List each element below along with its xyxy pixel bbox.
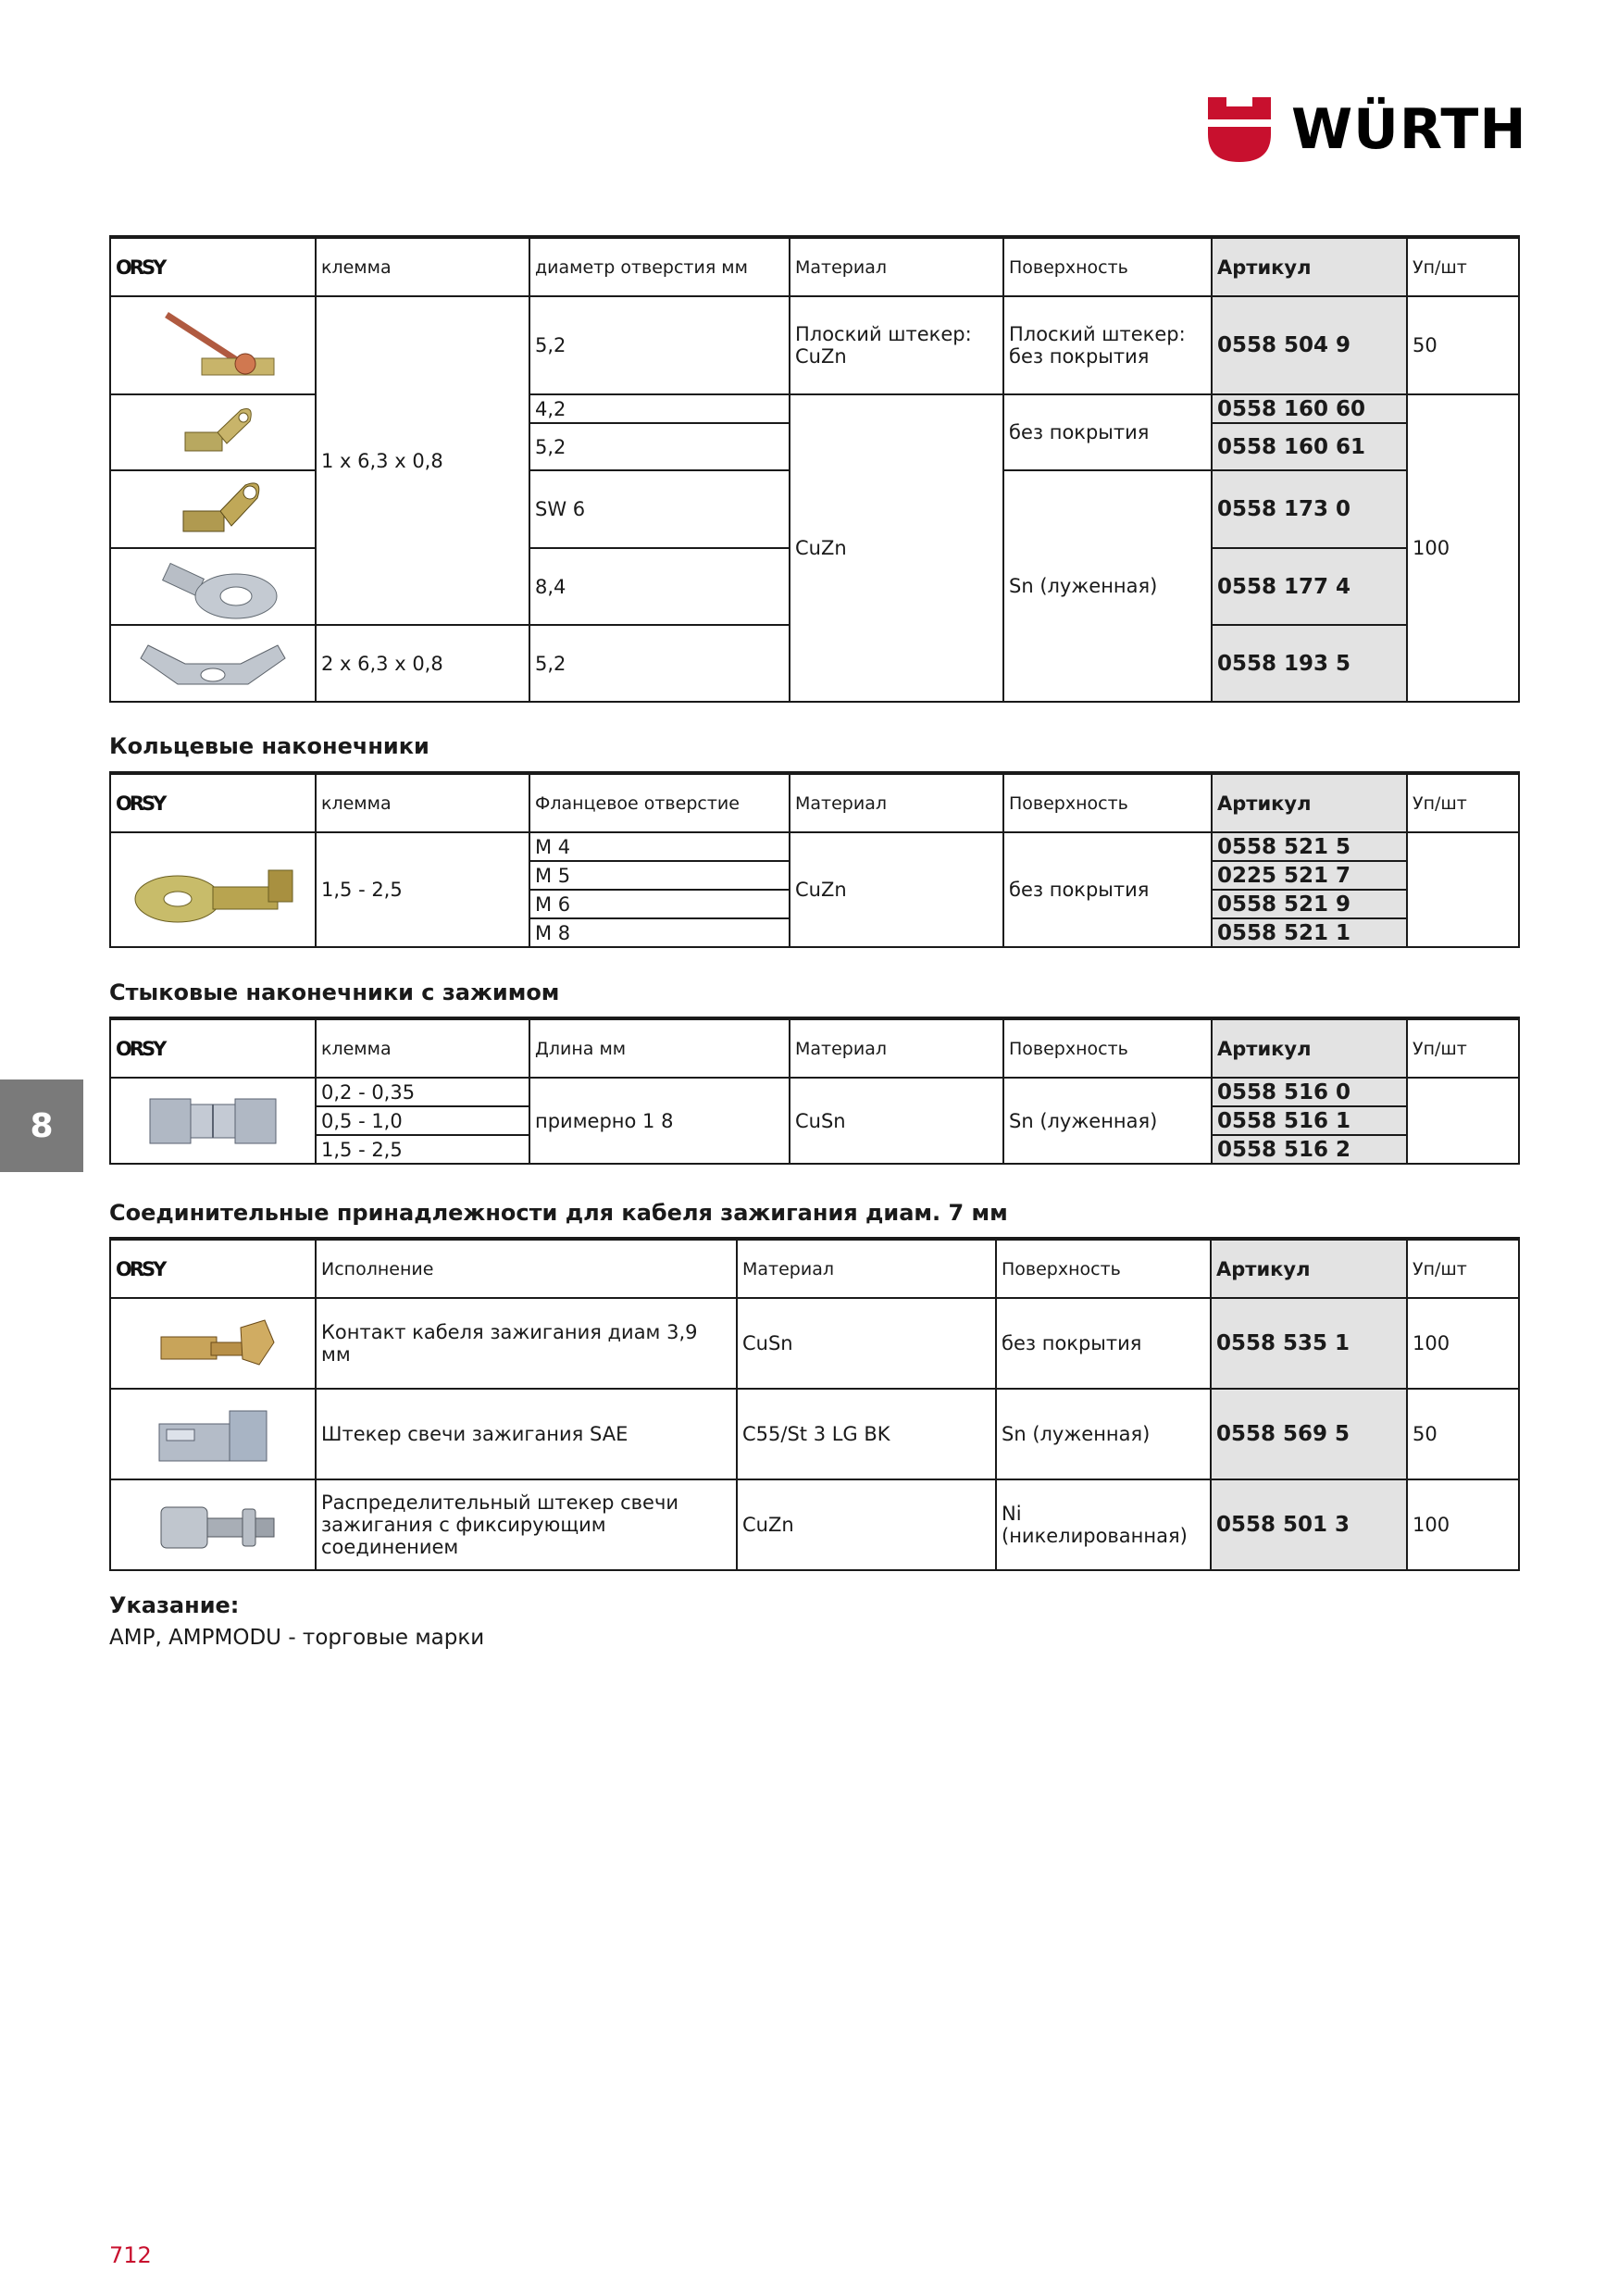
- article-cell: 0225 521 7: [1212, 861, 1407, 890]
- col-material: Материал: [790, 1018, 1003, 1078]
- article-cell: 0558 501 3: [1211, 1479, 1407, 1570]
- execution-cell: Штекер свечи зажигания SAE: [316, 1389, 737, 1479]
- article-cell: 0558 193 5: [1212, 625, 1407, 702]
- section-title-ring-terminals: Кольцевые наконечники: [109, 733, 429, 759]
- col-surface: Поверхность: [1003, 1018, 1212, 1078]
- col-klemma: клемма: [316, 773, 529, 832]
- col-surface: Поверхность: [996, 1239, 1211, 1298]
- table-header-row: [110, 1018, 1519, 1078]
- material-cell: CuSn: [790, 1078, 1003, 1164]
- product-image: [110, 1479, 316, 1570]
- article-cell: 0558 160 61: [1212, 423, 1407, 470]
- material-cell: CuZn: [790, 394, 1003, 702]
- article-cell: 0558 521 5: [1212, 832, 1407, 861]
- table-row: [110, 1479, 1519, 1570]
- col-surface: Поверхность: [1003, 773, 1212, 832]
- product-image: [110, 832, 316, 947]
- wurth-logo-mark: [1208, 97, 1271, 162]
- article-cell: 0558 521 9: [1212, 890, 1407, 918]
- surface-cell: Sn (луженная): [1003, 1078, 1212, 1164]
- terminal-table: [109, 235, 1520, 703]
- note-text: AMP, AMPMODU - торговые марки: [109, 1626, 485, 1650]
- wurth-logo-text: WÜRTH: [1291, 97, 1527, 162]
- col-pack: Уп/шт: [1407, 237, 1519, 296]
- col-klemma: клемма: [316, 1018, 529, 1078]
- execution-cell: Контакт кабеля зажигания диам 3,9 мм: [316, 1298, 737, 1389]
- pack-cell: [1407, 832, 1519, 947]
- surface-cell: Sn (луженная): [1003, 470, 1212, 702]
- klemma-cell: 1 x 6,3 x 0,8: [316, 296, 529, 625]
- table-header-row: [110, 773, 1519, 832]
- col-material: Материал: [790, 773, 1003, 832]
- table-header-row: [110, 237, 1519, 296]
- section-title-butt-connectors: Стыковые наконечники с зажимом: [109, 980, 560, 1005]
- table-row: [110, 1389, 1519, 1479]
- surface-cell: без покрытия: [1003, 394, 1212, 470]
- product-image: [110, 548, 316, 625]
- klemma-cell: 0,5 - 1,0: [316, 1106, 529, 1135]
- product-image: [110, 1389, 316, 1479]
- execution-cell: Распределительный штекер свечи зажигания с фиксирующим соединением: [316, 1479, 737, 1570]
- col-execution: Исполнение: [316, 1239, 737, 1298]
- pack-cell: [1407, 1078, 1519, 1164]
- hole-cell: M 6: [529, 890, 790, 918]
- hole-cell: 4,2: [529, 394, 790, 423]
- article-cell: 0558 160 60: [1212, 394, 1407, 423]
- article-cell: 0558 516 2: [1212, 1135, 1407, 1164]
- surface-cell: Плоский штекер: без покрытия: [1003, 296, 1212, 394]
- col-article: Артикул: [1211, 1239, 1407, 1298]
- page-number: 712: [109, 2242, 152, 2268]
- article-cell: 0558 521 1: [1212, 918, 1407, 947]
- col-pack: Уп/шт: [1407, 1239, 1519, 1298]
- table-row: [110, 832, 1519, 861]
- klemma-cell: 1,5 - 2,5: [316, 1135, 529, 1164]
- surface-cell: без покрытия: [996, 1298, 1211, 1389]
- material-cell: CuZn: [737, 1479, 996, 1570]
- chapter-tab: 8: [0, 1079, 83, 1172]
- product-image: [110, 296, 316, 394]
- article-cell: 0558 516 1: [1212, 1106, 1407, 1135]
- butt-connector-table: [109, 1017, 1520, 1165]
- material-cell: C55/St 3 LG BK: [737, 1389, 996, 1479]
- article-cell: 0558 177 4: [1212, 548, 1407, 625]
- hole-cell: M 8: [529, 918, 790, 947]
- klemma-cell: 0,2 - 0,35: [316, 1078, 529, 1106]
- col-surface: Поверхность: [1003, 237, 1212, 296]
- pack-cell: 100: [1407, 1479, 1519, 1570]
- material-cell: CuZn: [790, 832, 1003, 947]
- col-pack: Уп/шт: [1407, 1018, 1519, 1078]
- article-cell: 0558 516 0: [1212, 1078, 1407, 1106]
- col-pack: Уп/шт: [1407, 773, 1519, 832]
- orsy-logo: ORSY: [110, 1239, 316, 1298]
- table-header-row: [110, 1239, 1519, 1298]
- pack-cell: 100: [1407, 1298, 1519, 1389]
- hole-cell: 8,4: [529, 548, 790, 625]
- col-hole: Фланцевое отверстие: [529, 773, 790, 832]
- col-length: Длина мм: [529, 1018, 790, 1078]
- article-cell: 0558 535 1: [1211, 1298, 1407, 1389]
- article-cell: 0558 173 0: [1212, 470, 1407, 548]
- col-material: Материал: [737, 1239, 996, 1298]
- pack-cell: 100: [1407, 394, 1519, 702]
- orsy-logo: ORSY: [110, 773, 316, 832]
- material-cell: Плоский штекер: CuZn: [790, 296, 1003, 394]
- product-image: [110, 1298, 316, 1389]
- table-row: [110, 1298, 1519, 1389]
- hole-cell: 5,2: [529, 296, 790, 394]
- product-image: [110, 625, 316, 702]
- pack-cell: 50: [1407, 1389, 1519, 1479]
- ignition-cable-table: [109, 1237, 1520, 1571]
- section-title-ignition-cable: Соединительные принадлежности для кабеля зажигания диам. 7 мм: [109, 1200, 1008, 1226]
- pack-cell: 50: [1407, 296, 1519, 394]
- col-klemma: клемма: [316, 237, 529, 296]
- product-image: [110, 1078, 316, 1164]
- product-image: [110, 470, 316, 548]
- orsy-logo: ORSY: [110, 1018, 316, 1078]
- table-row: [110, 1078, 1519, 1106]
- article-cell: 0558 569 5: [1211, 1389, 1407, 1479]
- orsy-logo: ORSY: [110, 237, 316, 296]
- surface-cell: Sn (луженная): [996, 1389, 1211, 1479]
- col-article: Артикул: [1212, 773, 1407, 832]
- hole-cell: 5,2: [529, 625, 790, 702]
- length-cell: примерно 1 8: [529, 1078, 790, 1164]
- note-title: Указание:: [109, 1592, 240, 1618]
- article-cell: 0558 504 9: [1212, 296, 1407, 394]
- hole-cell: 5,2: [529, 423, 790, 470]
- col-hole: диаметр отверстия мм: [529, 237, 790, 296]
- table-row: [110, 296, 1519, 394]
- material-cell: CuSn: [737, 1298, 996, 1389]
- hole-cell: M 5: [529, 861, 790, 890]
- wurth-logo: [1208, 97, 1527, 162]
- klemma-cell: 2 x 6,3 x 0,8: [316, 625, 529, 702]
- hole-cell: M 4: [529, 832, 790, 861]
- klemma-cell: 1,5 - 2,5: [316, 832, 529, 947]
- ring-terminal-table: [109, 771, 1520, 948]
- surface-cell: без покрытия: [1003, 832, 1212, 947]
- col-article: Артикул: [1212, 237, 1407, 296]
- col-material: Материал: [790, 237, 1003, 296]
- product-image: [110, 394, 316, 470]
- col-article: Артикул: [1212, 1018, 1407, 1078]
- hole-cell: SW 6: [529, 470, 790, 548]
- surface-cell: Ni (никелированная): [996, 1479, 1211, 1570]
